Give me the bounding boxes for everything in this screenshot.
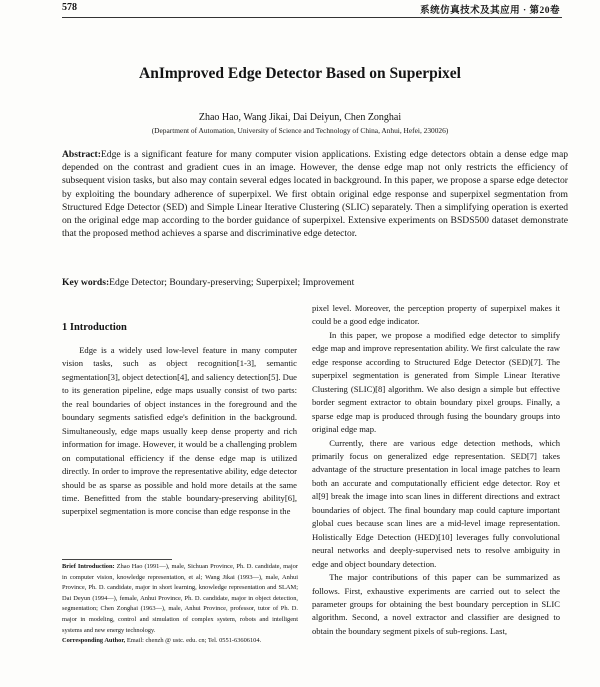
footnote-corr-text: Email: chenzh @ ustc. edu. cn; Tel. 0551-63606104. (126, 637, 262, 645)
right-paragraph-1: In this paper, we propose a modified edge detector to simplify edge map and improve representation ability. We first calculate the raw edge response according to Structured Edge Detector (SED)[7]. The superpixel segmentation is generated from Simple Linear Iterative Clustering (SLIC)[8] algorithm. We also design a simple but effective border segment extractor to obtain boundary pixel groups. Finally, a sparse edge map is produced through fusing the boundary groups into original edge map. (312, 329, 560, 435)
keywords-text: Edge Detector; Boundary-preserving; Superpixel; Improvement (109, 277, 355, 288)
right-paragraph-0: pixel level. Moreover, the perception property of superpixel makes it could be a good edge indicator. (312, 303, 560, 327)
right-paragraph-3: The major contributions of this paper can be summarized as follows. First, exhaustive experiments are carried out to select the parameter groups for obtaining the best boundary perception in SLIC algorithm. Second, a novel extractor and classifier are designed to obtain the boundary segment pixels of sub-regions. Last, (312, 572, 560, 636)
right-column (312, 302, 560, 638)
footnote-corr-label: Corresponding Author, (62, 637, 126, 645)
paper-title: AnImproved Edge Detector Based on Superpixel (139, 65, 461, 82)
intro-paragraph-1: Edge is a widely used low-level feature in many computer vision tasks, such as object recognition[1-3], semantic segmentation[3], object detection[4], and saliency detection[5]. Due to its generation pipeline, edge maps usually consist of two parts: the real boundaries of object instances in the foreground and the boundary segments satisfied edge's definition in the background. Simultaneously, edge maps usually keep dense property and rich information for image. However, it would be a challenging problem on computational efficiency if the dense edge map is utilized directly. In order to improve the representative ability, edge detector should be as sparse as possible and hold more details at the same time. Benefitted from the stable boundary-preserving ability[6], superpixel segmentation is more concise than edge response in the (62, 345, 297, 517)
page-number: 578 (62, 2, 77, 13)
header-rule (62, 17, 562, 18)
journal-header: 系统仿真技术及其应用 · 第20卷 (420, 6, 560, 16)
abstract-label: Abstract: (62, 149, 101, 160)
authors: Zhao Hao, Wang Jikai, Dai Deiyun, Chen Zonghai (198, 112, 402, 123)
footnote-rule (62, 559, 172, 560)
section-heading: 1 Introduction (62, 322, 127, 333)
affiliation: (Department of Automation, University of Science and Technology of China, Anhui, Hefei, 230026) (151, 126, 449, 135)
footnote-intro-text: Zhao Hao (1991—), male, Sichuan Province, Ph. D. candidate, major in computer vision, knowledge representation, et al; Wang Jikai (1993—), male, Anhui Province, Ph. D. candidate, major in short learning, knowledge representation and SLAM; Dai Deyun (1994—), female, Anhui Province, Ph. D. candidate, major in object detection, segmentation; Chen Zonghai (1963—), male, Anhui Province, professor, tutor of Ph. D. major in modeling, control and simulation of complex system, robots and intelligent systems and new energy technology. (62, 563, 298, 634)
abstract-text: Edge is a significant feature for many computer vision applications. Existing edge detectors obtain a dense edge map depended on the contrast and gradient cues in an image. However, the dense edge map not only restricts the efficiency of subsequent vision tasks, but also may contain several edges located in background. In this paper, we propose a sparse edge detector by exploiting the boundary adherence of superpixel. We first obtain original edge response and superpixel segmentation from Structured Edge Detector (SED) and Simple Linear Iterative Clustering (SLIC) separately. Then a simplifying operation is exerted on the original edge map according to the border guidance of superpixel. Extensive experiments on BSDS500 dataset demonstrate that the proposed method achieves a sparse and discriminative edge detector. (62, 149, 568, 240)
footnote-intro-label: Brief Introduction: (62, 563, 115, 570)
keywords (62, 276, 568, 289)
right-paragraph-2: Currently, there are various edge detection methods, which primarily focus on generalized edge representation. SED[7] takes advantage of the structure presentation in local image patches to learn both an accurate and computationally efficient edge detector. Roy et al[9] break the image into scan lines in different directions and extract boundaries of object. The final boundary map could capture important global cues because scan lines are a mid-level image representation. Holistically Edge Detection (HED)[10] leverages fully convolutional neural networks and deeply-supervised nets to resolve ambiguity in edge and object boundary detection. (312, 437, 560, 569)
keywords-label: Key words: (62, 277, 110, 288)
footnote (62, 562, 298, 647)
left-column (62, 344, 297, 519)
abstract (62, 148, 568, 240)
